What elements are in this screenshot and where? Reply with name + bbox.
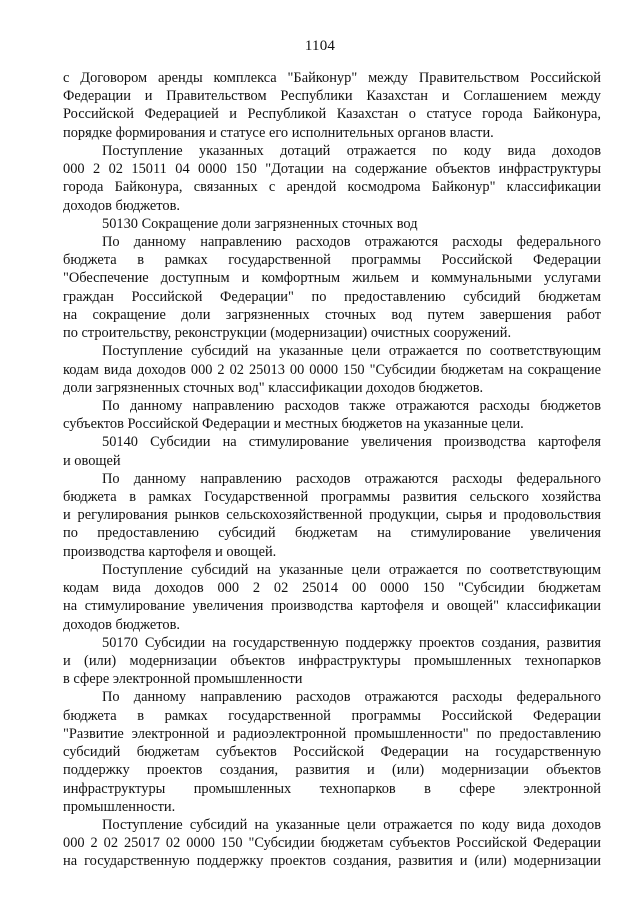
text-line: на стимулирование увеличения производства картофеля и овощей" классификации bbox=[63, 598, 601, 615]
section-heading: в сфере электронной промышленности bbox=[63, 671, 303, 688]
page-number: 1104 bbox=[304, 38, 336, 54]
text-line: промышленности. bbox=[63, 798, 176, 815]
text-line: доходов бюджетов. bbox=[63, 197, 180, 214]
document-text bbox=[63, 69, 601, 871]
text-line: субъектов Российской Федерации и местных бюджетов на указанные цели. bbox=[63, 416, 524, 433]
text-line: 000 2 02 15011 04 0000 150 "Дотации на содержание объектов инфраструктуры bbox=[63, 161, 601, 178]
section-heading: и (или) модернизации объектов инфраструктуры промышленных технопарков bbox=[63, 653, 601, 669]
text-line: на сокращение доли загрязненных сточных вод путем завершения работ bbox=[63, 306, 601, 323]
text-line: Поступление субсидий на указанные цели отражается по соответствующим bbox=[102, 561, 601, 578]
text-line: порядке формирования и статусе его исполнительных органов власти. bbox=[63, 124, 494, 141]
text-line: по предоставлению субсидий бюджетам на стимулирование увеличения bbox=[63, 525, 601, 542]
text-line: доли загрязненных сточных вод" классификации доходов бюджетов. bbox=[63, 379, 484, 396]
text-line: Федерации и Правительством Республики Казахстан и Соглашением между bbox=[63, 88, 601, 105]
text-line: бюджета в рамках государственной программы Российской Федерации bbox=[63, 252, 601, 269]
text-line: кодам вида доходов 000 2 02 25014 00 0000 150 "Субсидии бюджетам bbox=[63, 580, 601, 597]
text-line: поддержку проектов создания, развития и (или) модернизации объектов bbox=[63, 762, 601, 779]
text-line: по строительству, реконструкции (модернизации) очистных сооружений. bbox=[63, 325, 512, 342]
text-line: субсидий бюджетам субъектов Российской Федерации на государственную bbox=[63, 744, 601, 761]
text-line: бюджета в рамках Государственной программы развития сельского хозяйства bbox=[63, 489, 601, 506]
text-line: граждан Российской Федерации" по предоставлению субсидий бюджетам bbox=[63, 288, 601, 305]
section-heading: и овощей bbox=[63, 452, 121, 469]
text-line: "Обеспечение доступным и комфортным жильем и коммунальными услугами bbox=[63, 270, 601, 287]
text-line: производства картофеля и овощей. bbox=[63, 543, 277, 560]
text-line: Российской Федерацией и Республикой Казахстан о статусе города Байконура, bbox=[63, 106, 601, 123]
text-line: По данному направлению расходов отражаются расходы федерального bbox=[102, 689, 601, 706]
text-line: на государственную поддержку проектов создания, развития и (или) модернизации bbox=[63, 853, 601, 870]
text-line: По данному направлению расходов также отражаются расходы бюджетов bbox=[102, 397, 601, 414]
section-heading: 50170 Субсидии на государственную поддержку проектов создания, развития bbox=[102, 634, 601, 651]
text-line: 000 2 02 25017 02 0000 150 "Субсидии бюджетам субъектов Российской Федерации bbox=[63, 835, 601, 852]
text-line: города Байконура, связанных с арендой космодрома Байконур" классификации bbox=[63, 179, 601, 196]
text-line: с Договором аренды комплекса "Байконур" между Правительством Российской bbox=[63, 70, 601, 86]
text-line: кодам вида доходов 000 2 02 25013 00 0000 150 "Субсидии бюджетам на сокращение bbox=[63, 361, 601, 378]
text-line: доходов бюджетов. bbox=[63, 616, 180, 633]
text-line: По данному направлению расходов отражаются расходы федерального bbox=[102, 470, 601, 487]
text-line: По данному направлению расходов отражаются расходы федерального bbox=[102, 233, 601, 250]
text-line: инфраструктуры промышленных технопарков в сфере электронной bbox=[63, 780, 601, 797]
text-line: "Развитие электронной и радиоэлектронной промышленности" по предоставлению bbox=[63, 725, 601, 742]
text-line: Поступление субсидий на указанные цели отражается по коду вида доходов bbox=[102, 816, 601, 833]
text-line: Поступление указанных дотаций отражается по коду вида доходов bbox=[102, 142, 601, 159]
section-heading: 50130 Сокращение доли загрязненных сточных вод bbox=[102, 215, 418, 232]
section-heading: 50140 Субсидии на стимулирование увеличения производства картофеля bbox=[102, 434, 601, 451]
text-line: и регулирования рынков сельскохозяйственной продукции, сырья и продовольствия bbox=[63, 507, 601, 524]
text-line: Поступление субсидий на указанные цели отражается по соответствующим bbox=[102, 343, 601, 360]
text-line: бюджета в рамках государственной программы Российской Федерации bbox=[63, 707, 601, 724]
